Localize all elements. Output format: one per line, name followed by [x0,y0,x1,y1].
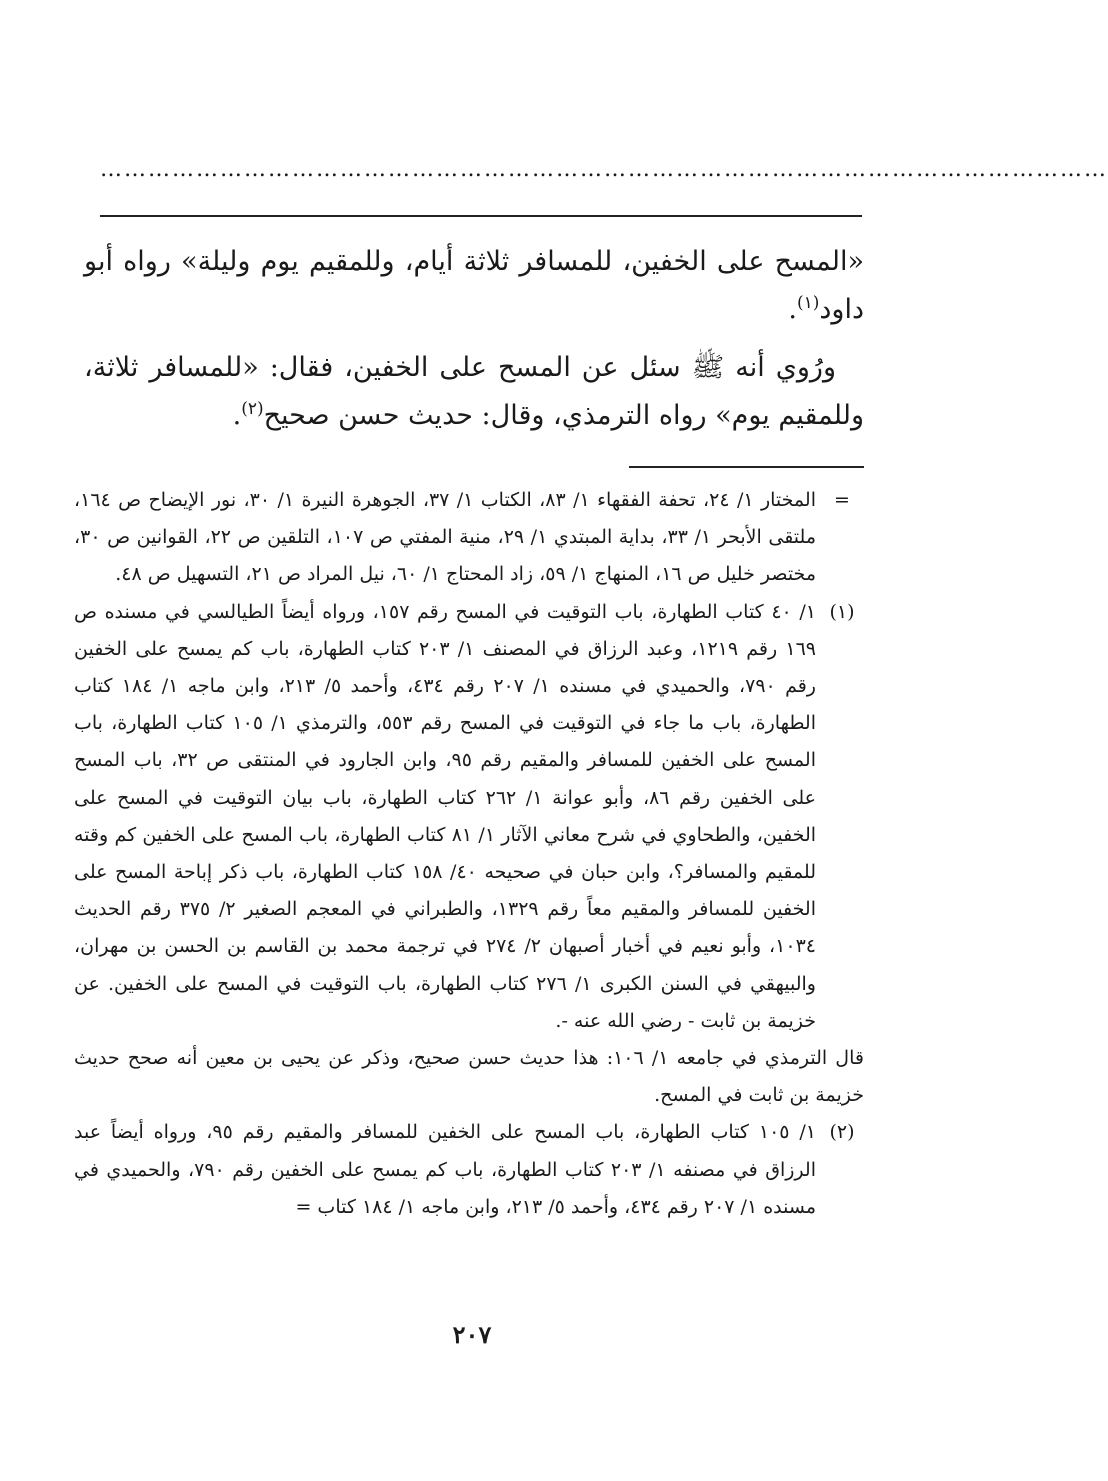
footnotes [74,482,864,1226]
footnote-2 [74,1114,864,1226]
footnote-mark: (٢) [829,1121,855,1144]
main-paragraph-1 [84,238,864,334]
main-paragraph-1-text: «المسح على الخفين، للمسافر ثلاثة أيام، وللمقيم يوم وليلة» رواه أبو داود [84,246,864,325]
page-number: ٢٠٧ [452,1320,492,1349]
main-paragraph-2-end: . [232,400,242,431]
footnote-continued [74,482,864,594]
top-rule [100,215,862,217]
footnote-1-comment [74,1040,864,1114]
main-text [84,238,864,450]
footnote-text: ١/ ٤٠ كتاب الطهارة، باب التوقيت في المسح رقم ١٥٧، ورواه أيضاً الطيالسي في مسنده ص ١٦٩ رقم ١٢١٩، وعبد الرزاق في المصنف ١/ ٢٠٣ كتاب الطهارة، باب كم يمسح على الخفين رقم ٧٩٠، والحميدي في مسنده ١/ ٢٠٧ رقم ٤٣٤، وأحمد ٥/ ٢١٣، وابن ماجه ١/ ١٨٤ كتاب الطهارة، باب ما جاء في التوقيت في المسح رقم ٥٥٣، والترمذي ١/ ١٠٥ كتاب الطهارة، باب المسح على الخفين للمسافر والمقيم رقم ٩٥، وابن الجارود في المنتقى ص ٣٢، باب المسح على الخفين رقم ٨٦، وأبو عوانة ١/ ٢٦٢ كتاب الطهارة، باب بيان التوقيت في المسح على الخفين، والطحاوي في شرح معاني الآثار ١/ ٨١ كتاب الطهارة، باب المسح على الخفين كم وقته للمقيم والمسافر؟، وابن حبان في صحيحه ٤٠/ ١٥٨ كتاب الطهارة، باب ذكر إباحة المسح على الخفين للمسافر والمقيم معاً رقم ١٣٢٩، والطبراني في المعجم الصغير ٢/ ٣٧٥ رقم الحديث ١٠٣٤، وأبو نعيم في أخبار أصبهان ٢/ ٢٧٤ في ترجمة محمد بن القاسم بن الحسن بن مهران، والبيهقي في السنن الكبرى ١/ ٢٧٦ كتاب الطهارة، باب التوقيت في المسح على الخفين. عن خزيمة بن ثابت - رضي الله عنه -. [74,600,817,1032]
footnote-text: المختار ١/ ٢٤، تحفة الفقهاء ١/ ٨٣، الكتاب ١/ ٣٧، الجوهرة النيرة ١/ ٣٠، نور الإيضاح ص ١٦٤، ملتقى الأبحر ١/ ٣٣، بداية المبتدي ١/ ٢٩، منية المفتي ص ١٠٧، التلقين ص ٢٢، القوانين ص ٣٠، مختصر خليل ص ١٦، المنهاج ١/ ٥٩، زاد المحتاج ١/ ٦٠، نيل المراد ص ٢١، التسهيل ص ٤٨. [74,489,816,586]
main-paragraph-2-text: ورُوي أنه ﷺ سئل عن المسح على الخفين، فقال: «للمسافر ثلاثة، وللمقيم يوم» رواه الترمذي، وقال: حديث حسن صحيح [84,352,864,431]
main-paragraph-2 [84,344,864,440]
footnote-text: قال الترمذي في جامعه ١/ ١٠٦: هذا حديث حسن صحيح، وذكر عن يحيى بن معين أنه صحح حديث خزيمة بن ثابت في المسح. [74,1047,864,1107]
footnote-ref-1[interactable]: (١) [796,293,820,313]
footnote-1 [74,594,864,1040]
footnote-ref-2[interactable]: (٢) [241,399,264,419]
main-paragraph-1-end: . [788,294,797,325]
footnote-mark: = [834,489,850,511]
footnote-rule [629,466,864,468]
dotted-separator: ……………………………………………………………………………………………………………… [100,157,1108,182]
footnote-text: ١/ ١٠٥ كتاب الطهارة، باب المسح على الخفين للمسافر والمقيم رقم ٩٥، ورواه أيضاً عبد الرزاق في مصنفه ١/ ٢٠٣ كتاب الطهارة، باب كم يمسح على الخفين رقم ٧٩٠، والحميدي في مسنده ١/ ٢٠٧ رقم ٤٣٤، وأحمد ٥/ ٢١٣، وابن ماجه ١/ ١٨٤ كتاب = [74,1121,816,1218]
footnote-mark: (١) [829,600,855,623]
